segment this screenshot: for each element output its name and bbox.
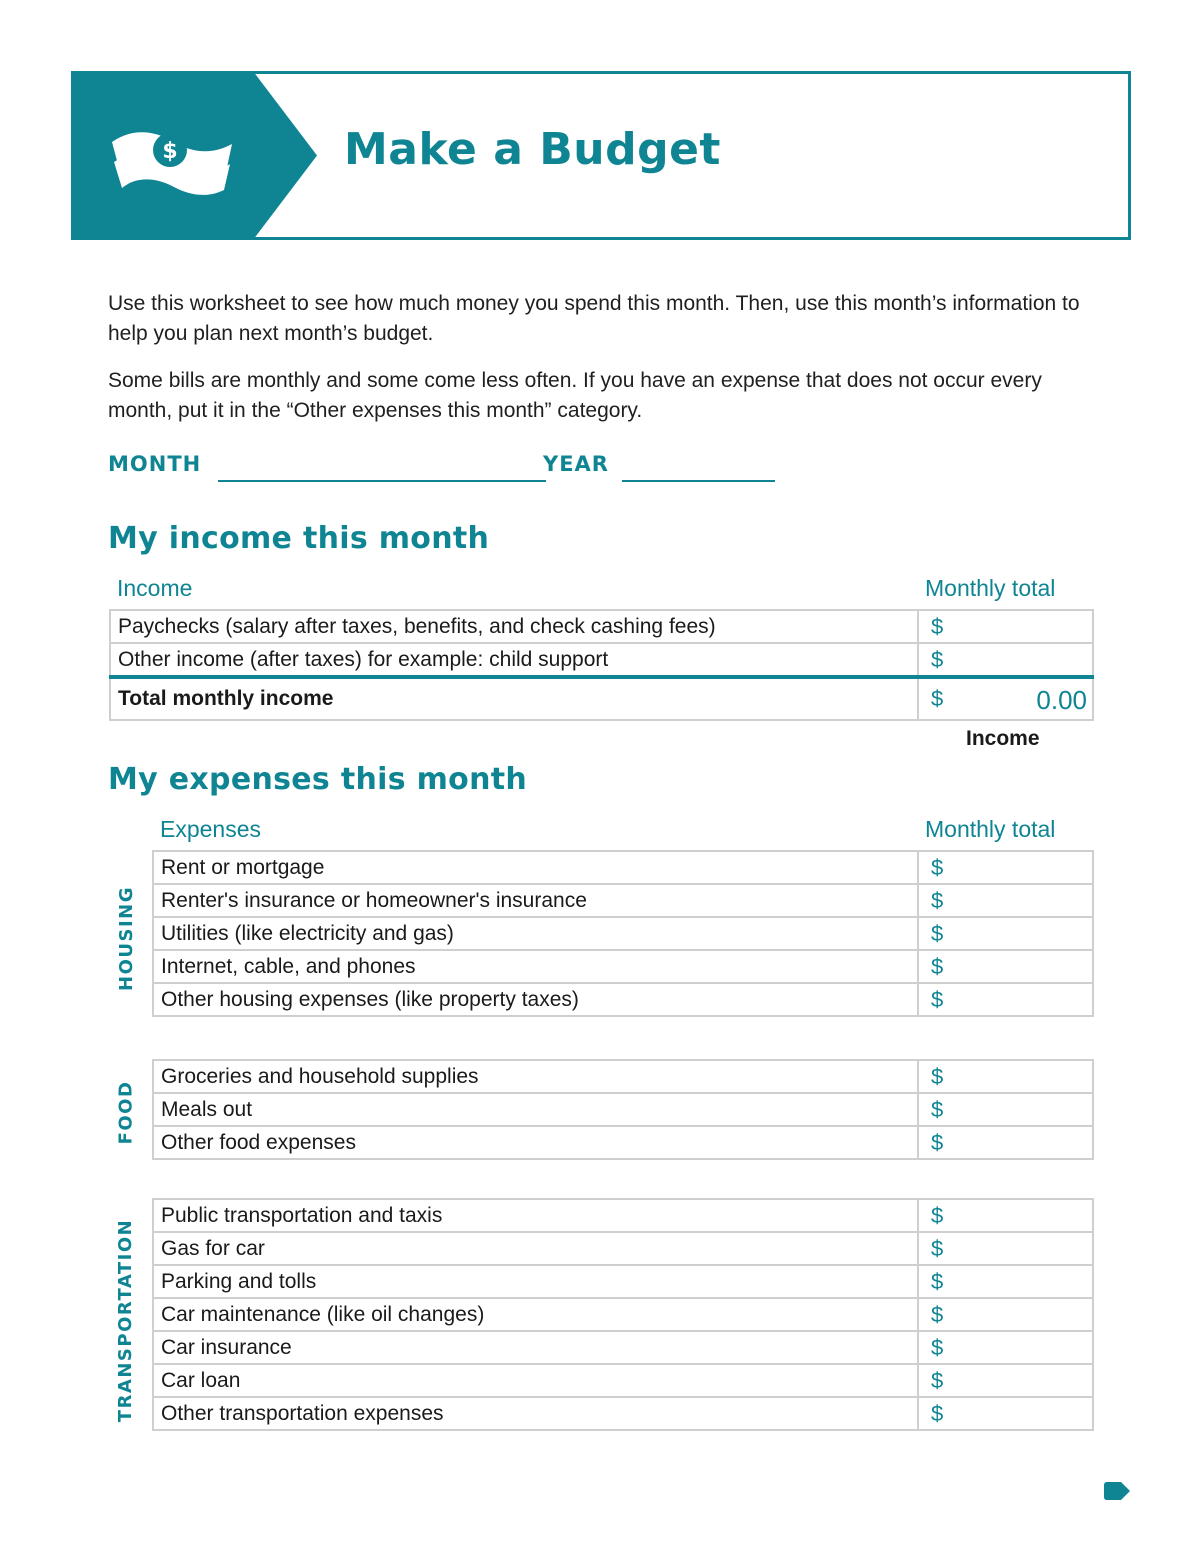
- income-item-label: Paychecks (salary after taxes, benefits, and check cashing fees): [110, 610, 918, 643]
- expense-item-label: Utilities (like electricity and gas): [153, 917, 918, 950]
- income-column-header: Income: [117, 575, 193, 601]
- expense-amount-field[interactable]: $: [918, 1298, 1093, 1331]
- expense-amount-field[interactable]: $: [918, 1397, 1093, 1430]
- svg-text:$: $: [162, 139, 178, 164]
- category-label-housing: HOUSING: [115, 885, 137, 991]
- table-row: [153, 1199, 1093, 1232]
- money-bill-dollar-icon: [110, 128, 234, 200]
- table-row: [153, 1298, 1093, 1331]
- expense-item-label: Meals out: [153, 1093, 918, 1126]
- expense-item-label: Other transportation expenses: [153, 1397, 918, 1430]
- expense-item-label: Internet, cable, and phones: [153, 950, 918, 983]
- expense-amount-field[interactable]: $: [918, 1331, 1093, 1364]
- monthly-total-column-header: Monthly total: [925, 575, 1056, 601]
- expense-item-label: Car insurance: [153, 1331, 918, 1364]
- year-input[interactable]: [622, 480, 775, 482]
- table-row: [153, 1126, 1093, 1159]
- expense-item-label: Rent or mortgage: [153, 851, 918, 884]
- expense-amount-field[interactable]: $: [918, 950, 1093, 983]
- table-row: [153, 1364, 1093, 1397]
- income-table: [109, 609, 1094, 721]
- expense-amount-field[interactable]: $: [918, 1199, 1093, 1232]
- housing-expenses-table: [152, 850, 1094, 1017]
- intro-paragraph: Some bills are monthly and some come less often. If you have an expense that does not occur every month, put it in the “Other expenses this month” category.: [108, 369, 1042, 422]
- income-amount-field[interactable]: $: [918, 610, 1093, 643]
- expense-item-label: Car loan: [153, 1364, 918, 1397]
- expense-item-label: Parking and tolls: [153, 1265, 918, 1298]
- next-page-tag-icon: [1104, 1482, 1130, 1500]
- currency-symbol: $: [931, 686, 944, 711]
- category-label-transportation: TRANSPORTATION: [115, 1218, 137, 1423]
- expense-item-label: Other housing expenses (like property taxes): [153, 983, 918, 1016]
- total-monthly-income-value: 0.00: [1036, 685, 1087, 715]
- table-row: [153, 1232, 1093, 1265]
- expense-amount-field[interactable]: $: [918, 1093, 1093, 1126]
- year-label: YEAR: [543, 452, 609, 476]
- expenses-column-header: Expenses: [160, 816, 262, 842]
- table-row: [153, 983, 1093, 1016]
- table-row: [153, 1331, 1093, 1364]
- income-total-caption: Income: [966, 727, 1040, 750]
- intro-paragraph: Use this worksheet to see how much money you spend this month. Then, use this month’s information to help you plan next month’s budget.: [108, 292, 1080, 345]
- expense-amount-field[interactable]: $: [918, 1364, 1093, 1397]
- month-label: MONTH: [108, 452, 202, 476]
- expense-item-label: Other food expenses: [153, 1126, 918, 1159]
- expense-amount-field[interactable]: $: [918, 1126, 1093, 1159]
- table-row: [153, 851, 1093, 884]
- table-row: [153, 1060, 1093, 1093]
- expense-amount-field[interactable]: $: [918, 851, 1093, 884]
- total-row: [110, 677, 1093, 720]
- expenses-section-title: My expenses this month: [108, 762, 528, 797]
- expense-item-label: Groceries and household supplies: [153, 1060, 918, 1093]
- table-row: [110, 643, 1093, 677]
- expense-amount-field[interactable]: $: [918, 884, 1093, 917]
- table-row: [153, 884, 1093, 917]
- expense-item-label: Renter's insurance or homeowner's insurance: [153, 884, 918, 917]
- income-amount-field[interactable]: $: [918, 643, 1093, 677]
- monthly-total-column-header: Monthly total: [925, 816, 1056, 842]
- transportation-expenses-table: [152, 1198, 1094, 1431]
- table-row: [153, 917, 1093, 950]
- category-label-food: FOOD: [115, 1080, 137, 1144]
- table-row: [153, 1093, 1093, 1126]
- total-monthly-income-label: Total monthly income: [110, 677, 918, 720]
- expense-amount-field[interactable]: $: [918, 1232, 1093, 1265]
- table-row: [153, 950, 1093, 983]
- income-section-title: My income this month: [108, 521, 490, 556]
- expense-amount-field[interactable]: $: [918, 983, 1093, 1016]
- expense-item-label: Car maintenance (like oil changes): [153, 1298, 918, 1331]
- table-row: [153, 1265, 1093, 1298]
- month-input[interactable]: [218, 480, 546, 482]
- income-item-label: Other income (after taxes) for example: child support: [110, 643, 918, 677]
- table-row: [153, 1397, 1093, 1430]
- header-banner: [71, 71, 1131, 240]
- expense-item-label: Public transportation and taxis: [153, 1199, 918, 1232]
- total-monthly-income-field: [918, 677, 1093, 720]
- expense-amount-field[interactable]: $: [918, 1265, 1093, 1298]
- food-expenses-table: [152, 1059, 1094, 1160]
- expense-amount-field[interactable]: $: [918, 1060, 1093, 1093]
- page-title: Make a Budget: [344, 124, 721, 175]
- expense-item-label: Gas for car: [153, 1232, 918, 1265]
- table-row: [110, 610, 1093, 643]
- expense-amount-field[interactable]: $: [918, 917, 1093, 950]
